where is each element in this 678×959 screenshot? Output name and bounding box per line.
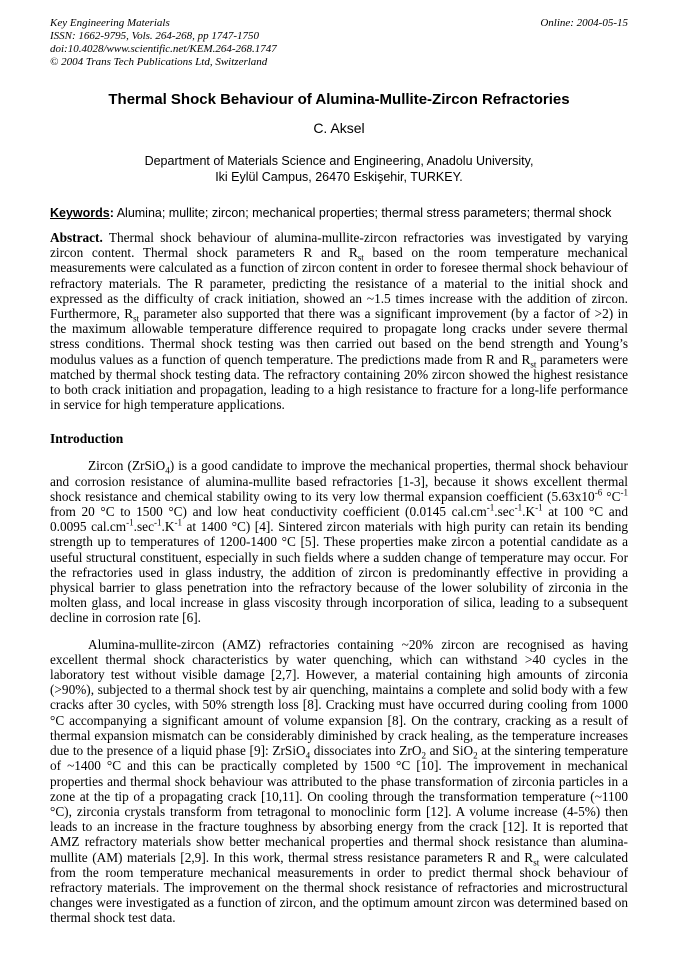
copyright-line: © 2004 Trans Tech Publications Ltd, Switzerland — [50, 56, 268, 68]
keywords-text: Alumina; mullite; zircon; mechanical properties; thermal stress parameters; thermal shock — [113, 206, 612, 220]
journal-header — [50, 17, 628, 69]
journal-title: Key Engineering Materials — [50, 17, 170, 29]
doi-line: doi:10.4028/www.scientific.net/KEM.264-268.1747 — [50, 43, 277, 55]
journal-citation-block — [50, 17, 277, 69]
affiliation-line-1: Department of Materials Science and Engineering, Anadolu University, — [144, 154, 534, 168]
abstract-text: Thermal shock behaviour of alumina-mullite-zircon refractories was investigated by varying zircon content. Thermal shock parameters R and $R_{st}$ based on the room temperature mechanical measurements were calculated as a function of zircon content in order to foresee thermal shock behaviour of refractory materials. The R parameter, predicting the resistance of a material to the initial shock and expressed as the difficulty of crack initiation, showed an ~1.5 times increase with the addition of zircon. Furthermore, $R_{st}$ parameter also supported that there was a significant improvement (by a factor of >2) in the maximum allowable temperature difference required to propagate long cracks under severe thermal stress conditions. Thermal shock testing was then carried out based on the bend strength and Young’s modulus values as a function of quench temperature. The predictions made from R and $R_{st}$ parameters were matched by thermal shock testing data. The refractory containing 20% zircon showed the highest resistance to both crack initiation and propagation, leading to a high resistance to fracture for a long-life performance in service for high temperature applications. — [50, 230, 629, 413]
author-name: C. Aksel — [313, 120, 365, 136]
paper-title: Thermal Shock Behaviour of Alumina-Mullite-Zircon Refractories — [108, 91, 570, 108]
online-date: Online: 2004-05-15 — [540, 17, 628, 29]
affiliation — [50, 154, 628, 185]
keywords-separator: : — [109, 206, 114, 220]
issn-volume-pages: ISSN: 1662-9795, Vols. 264-268, pp 1747-1750 — [50, 30, 259, 42]
intro-paragraph-1: Zircon (ZrSiO$_4$) is a good candidate to improve the mechanical properties, thermal shock behaviour and corrosion resistance of alumina-mullite based refractories [1-3], because it shows excellent thermal shock resistance and chemical stability owing to its very low thermal expansion coefficient ($5.63x10^{-6}$ $^\circ C^{-1}$ from 20 °C to 1500 °C) and low heat conductivity coefficient (0.0145 $cal.cm^{-1}.\sec^{-1}.K^{-1}$ at 100 °C and 0.0095 $cal.cm^{-1}.\sec^{-1}.K^{-1}$ at 1400 °C) [4]. Sintered zircon materials with high purity can retain its bending strength up to temperatures of 1200-1400 °C [5]. These properties make zircon a potential candidate as a useful structural constituent, especially in such fields where a sudden change of temperature may occur. For the refractories used in glass industry, the addition of zircon is predominantly effective in providing a physical barrier to glass penetration into the refractory because of the lower solubility of zirconia in the molten glass, and local increase in glass viscosity through incorporation of silica, leading to a subsequent decline in corrosion rate [6]. — [50, 458, 628, 626]
intro-paragraph-2: Alumina-mullite-zircon (AMZ) refractories containing ~20% zircon are recognised as having excellent thermal shock characteristics by water quenching, which can withstand >40 cycles in the laboratory test without visible damage [2,7]. However, a material containing high amounts of zirconia (>90%), subjected to a thermal shock test by air quenching, maintains a complete and solid body with a few cracks after 30 cycles, with 50% strength loss [8]. Cracking must have occurred during cooling from 1000 °C accompanying a significant amount of volume expansion [8]. On the contrary, cracking as a result of thermal expansion mismatch can be considerably diminished by crack healing, as the temperature increases due to the presence of a liquid phase [9]: ZrSiO$_4$ dissociates into ZrO$_2$ and SiO$_2$ at the sintering temperature of ~1400 °C and this can be practically completed by 1500 °C [10]. The improvement in mechanical properties and thermal shock behaviour was attributed to the phase transformation of zirconia particles in a zone at the tip of a propagating crack [10,11]. On cooling through the transformation temperature (~1100 °C), zirconia crystals transform from tetragonal to monoclinic form [12]. A volume increase (4-5%) then leads to an increase in the fracture toughness by absorbing energy from the crack [12]. It is reported that AMZ refractory materials show better mechanical properties and thermal shock resistance than alumina-mullite (AM) materials [2,9]. In this work, thermal stress resistance parameters R and $R_{st}$ were calculated from the room temperature mechanical measurements in order to predict thermal shock behaviour of refractory materials. The improvement on the thermal shock resistance of refractories and microstructural changes were investigated as a function of zircon, and the optimum amount zircon was determined based on thermal shock test data. — [50, 636, 629, 926]
keywords-line — [50, 206, 628, 221]
affiliation-line-2: Iki Eylül Campus, 26470 Eskişehir, TURKEY. — [215, 169, 463, 184]
keywords-label: Keywords — [50, 206, 110, 220]
abstract-paragraph — [50, 230, 628, 412]
section-heading-introduction: Introduction — [50, 431, 124, 447]
abstract-label: Abstract. — [50, 230, 103, 245]
